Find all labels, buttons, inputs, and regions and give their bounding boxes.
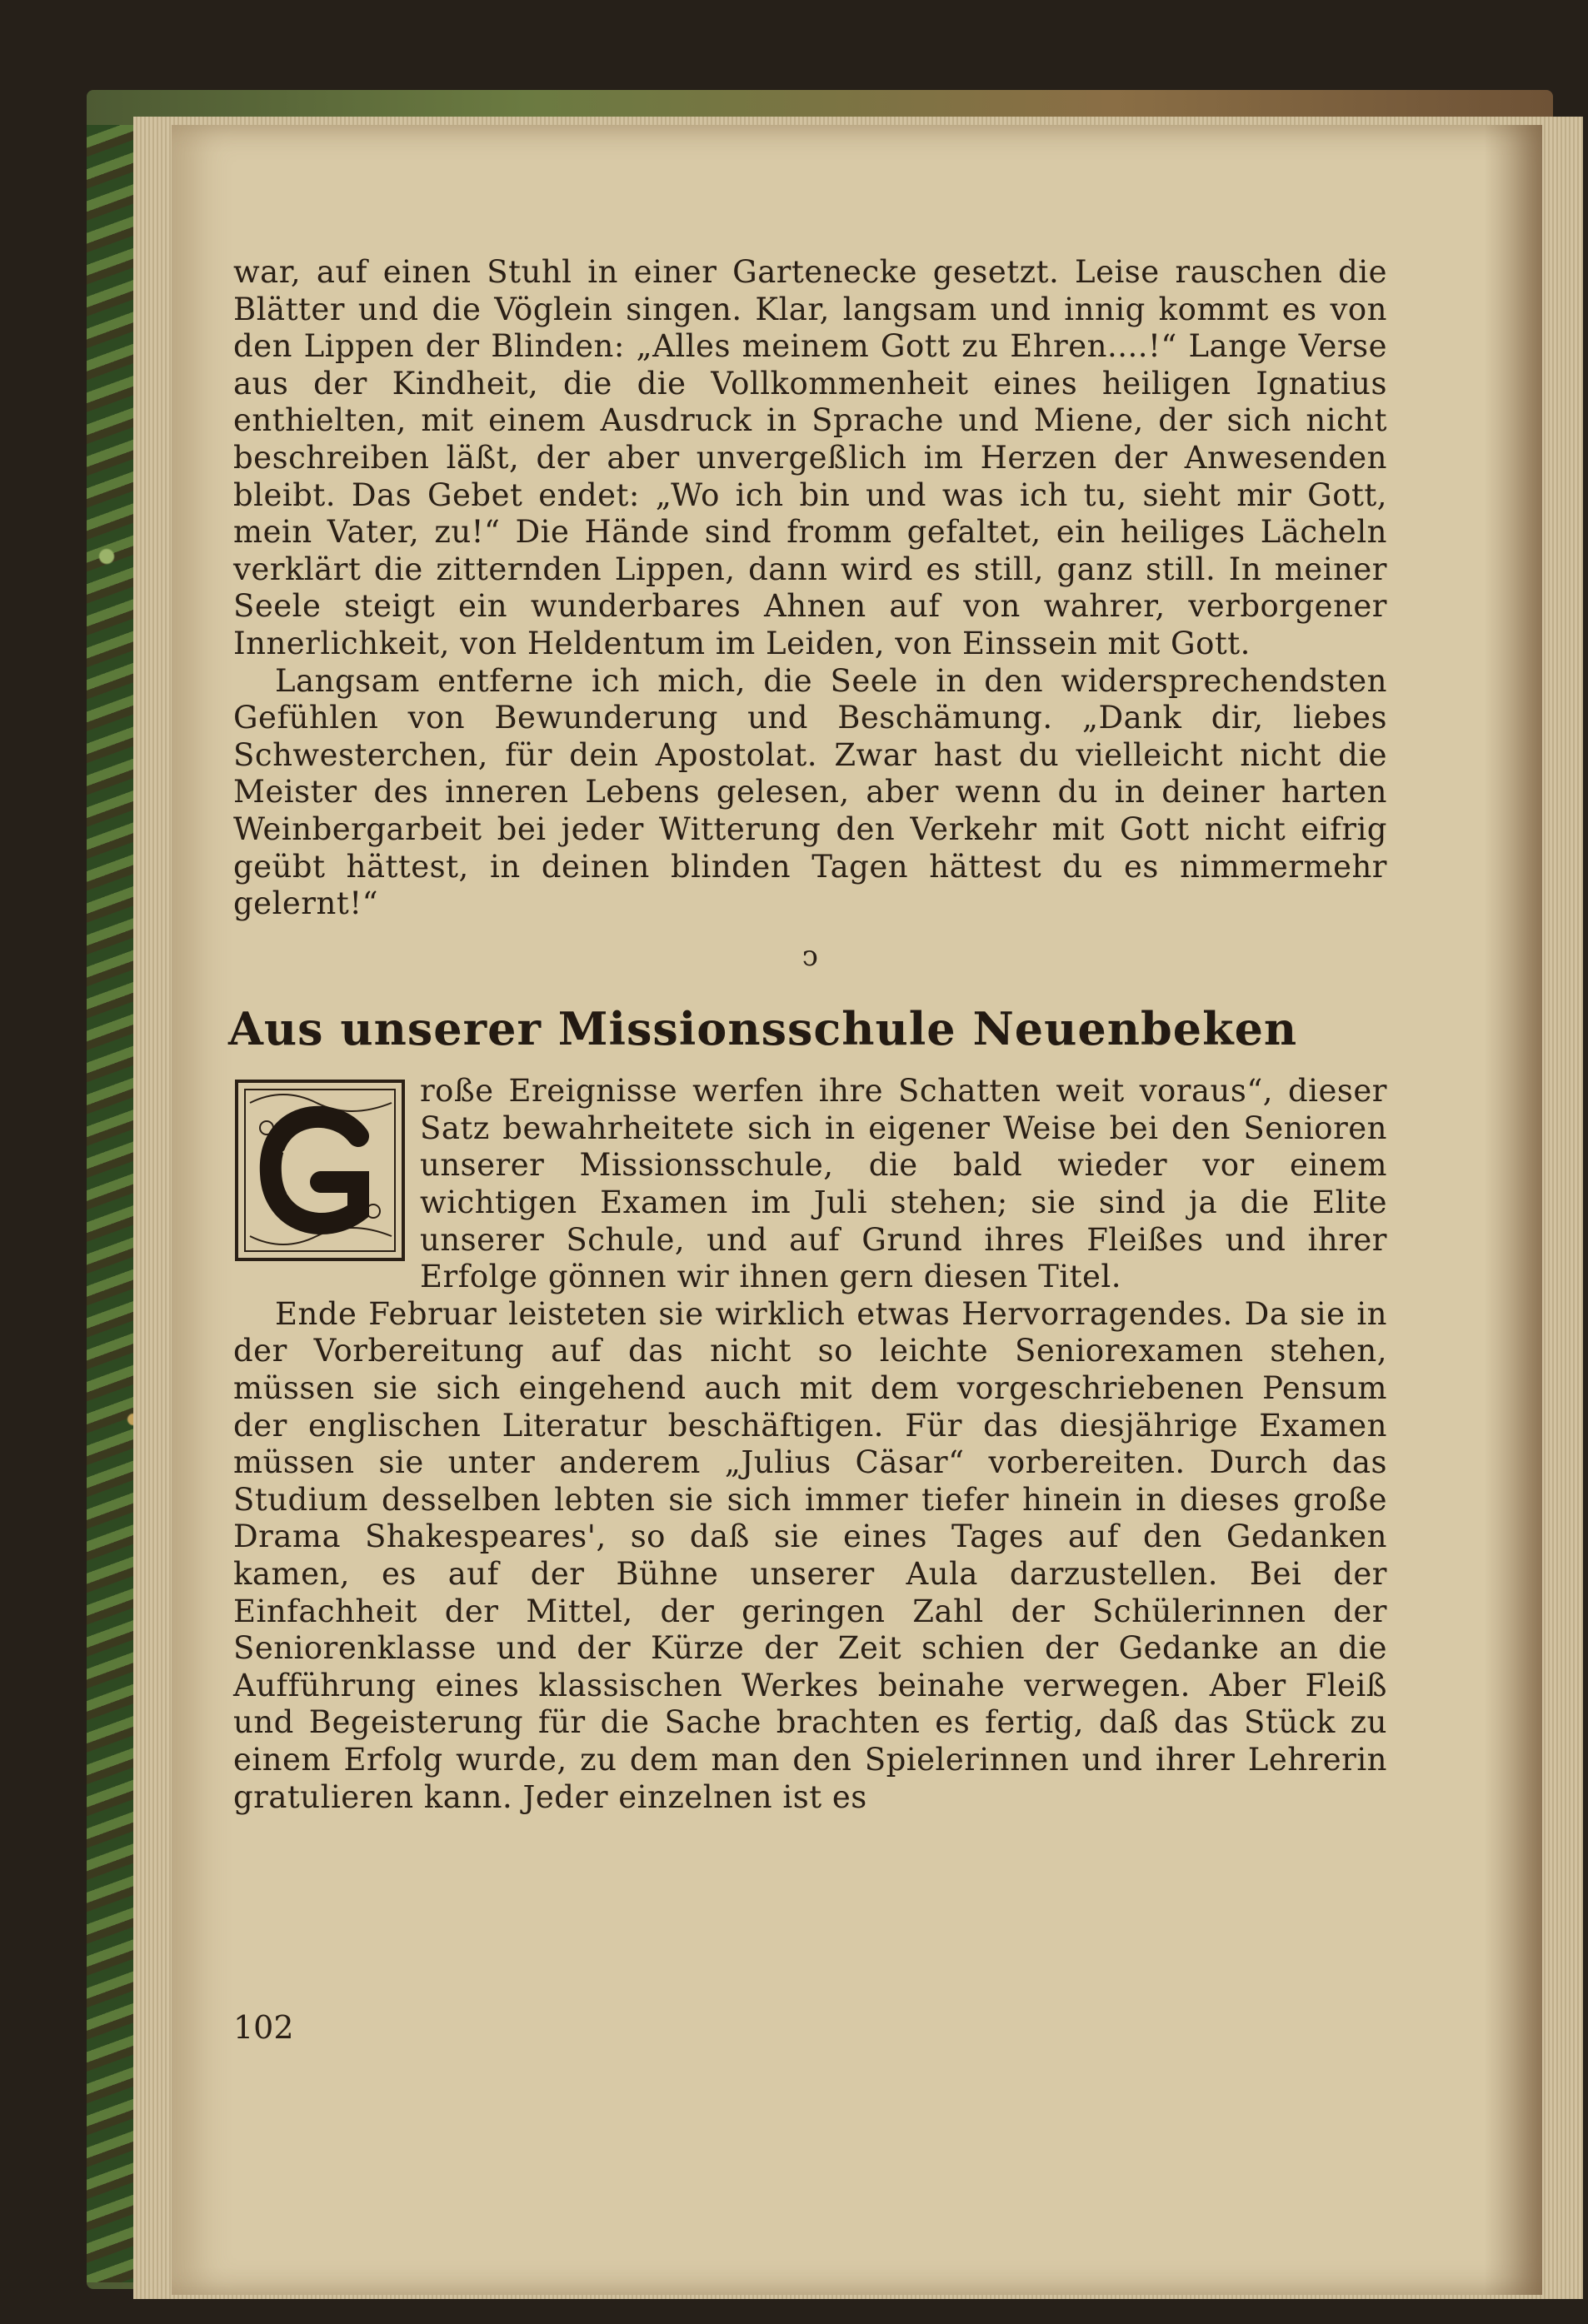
paragraph: Ende Februar leisteten sie wirklich etwas Hervorragendes. Da sie in der Vorbereitung auf das nicht so leichte Seniorexamen stehen, müssen sie sich eingehend auch mit dem vorgeschriebenen Pensum der englischen Literatur beschäftigen. Für das diesjährige Examen müssen sie unter anderem „Julius Cäsar“ vorbereiten. Durch das Studium desselben lebten sie sich immer tiefer hinein in dieses große Drama Shakespeares', so daß sie eines Tages auf den Gedanken kamen, es auf der Bühne unserer Aula darzustellen. Bei der Einfachheit der Mittel, der geringen Zahl der Schülerinnen der Seniorenklasse und der Kürze der Zeit schien der Gedanke an die Aufführung eines klassischen Werkes beinahe verwegen. Aber Fleiß und Begeisterung für die Sache brachten es fertig, daß das Stück zu einem Erfolg wurde, zu dem man den Spielerinnen und ihrer Lehrerin gratulieren kann. Jeder einzelnen ist es [233,1295,1387,1815]
decorative-dropcap-g-icon [233,1078,407,1263]
paragraph: war, auf einen Stuhl in einer Gartenecke gesetzt. Leise rauschen die Blätter und die Vöglein singen. Klar, langsam und innig kommt es von den Lippen der Blinden: „Alles meinem Gott zu Ehren....!“ Lange Verse aus der Kindheit, die die Vollkommenheit eines heiligen Ignatius enthielten, mit einem Ausdruck in Sprache und Miene, der sich nicht beschreiben läßt, der aber unvergeßlich im Herzen der Anwesenden bleibt. Das Gebet endet: „Wo ich bin und was ich tu, sieht mir Gott, mein Vater, zu!“ Die Hände sind fromm gefaltet, ein heiliges Lächeln verklärt die zitternden Lippen, dann wird es still, ganz still. In meiner Seele steigt ein wunderbares Ahnen auf von wahrer, verborgener Innerlichkeit, von Heldentum im Leiden, von Einssein mit Gott. [233,254,1387,661]
paragraph: roße Ereignisse werfen ihre Schatten weit voraus“, dieser Satz bewahrheitete sich in eigener Weise bei den Senioren unserer Missionsschule, die bald wieder vor einem wichtigen Examen im Juli stehen; sie sind ja die Elite unserer Schule, und auf Grund ihres Fleißes und ihrer Erfolge gönnen wir ihnen gern diesen Titel. [420,1073,1387,1295]
paragraph: Langsam entferne ich mich, die Seele in den widersprechendsten Gefühlen von Bewunderung und Beschämung. „Dank dir, liebes Schwesterchen, für dein Apostolat. Zwar hast du vielleicht nicht die Meister des inneren Lebens gelesen, aber wenn du in deiner harten Weinbergarbeit bei jeder Witterung den Verkehr mit Gott nicht eifrig geübt hättest, in deinen blinden Tagen hättest du es nimmermehr gelernt!“ [233,662,1387,922]
section-divider-ornament: ↄ [801,939,819,973]
page-gutter-shadow [1484,125,1542,2295]
section-title: Aus unserer Missionsschule Neuenbeken [228,1002,1298,1056]
page-number: 102 [233,2009,294,2046]
page-text [228,254,1387,1816]
